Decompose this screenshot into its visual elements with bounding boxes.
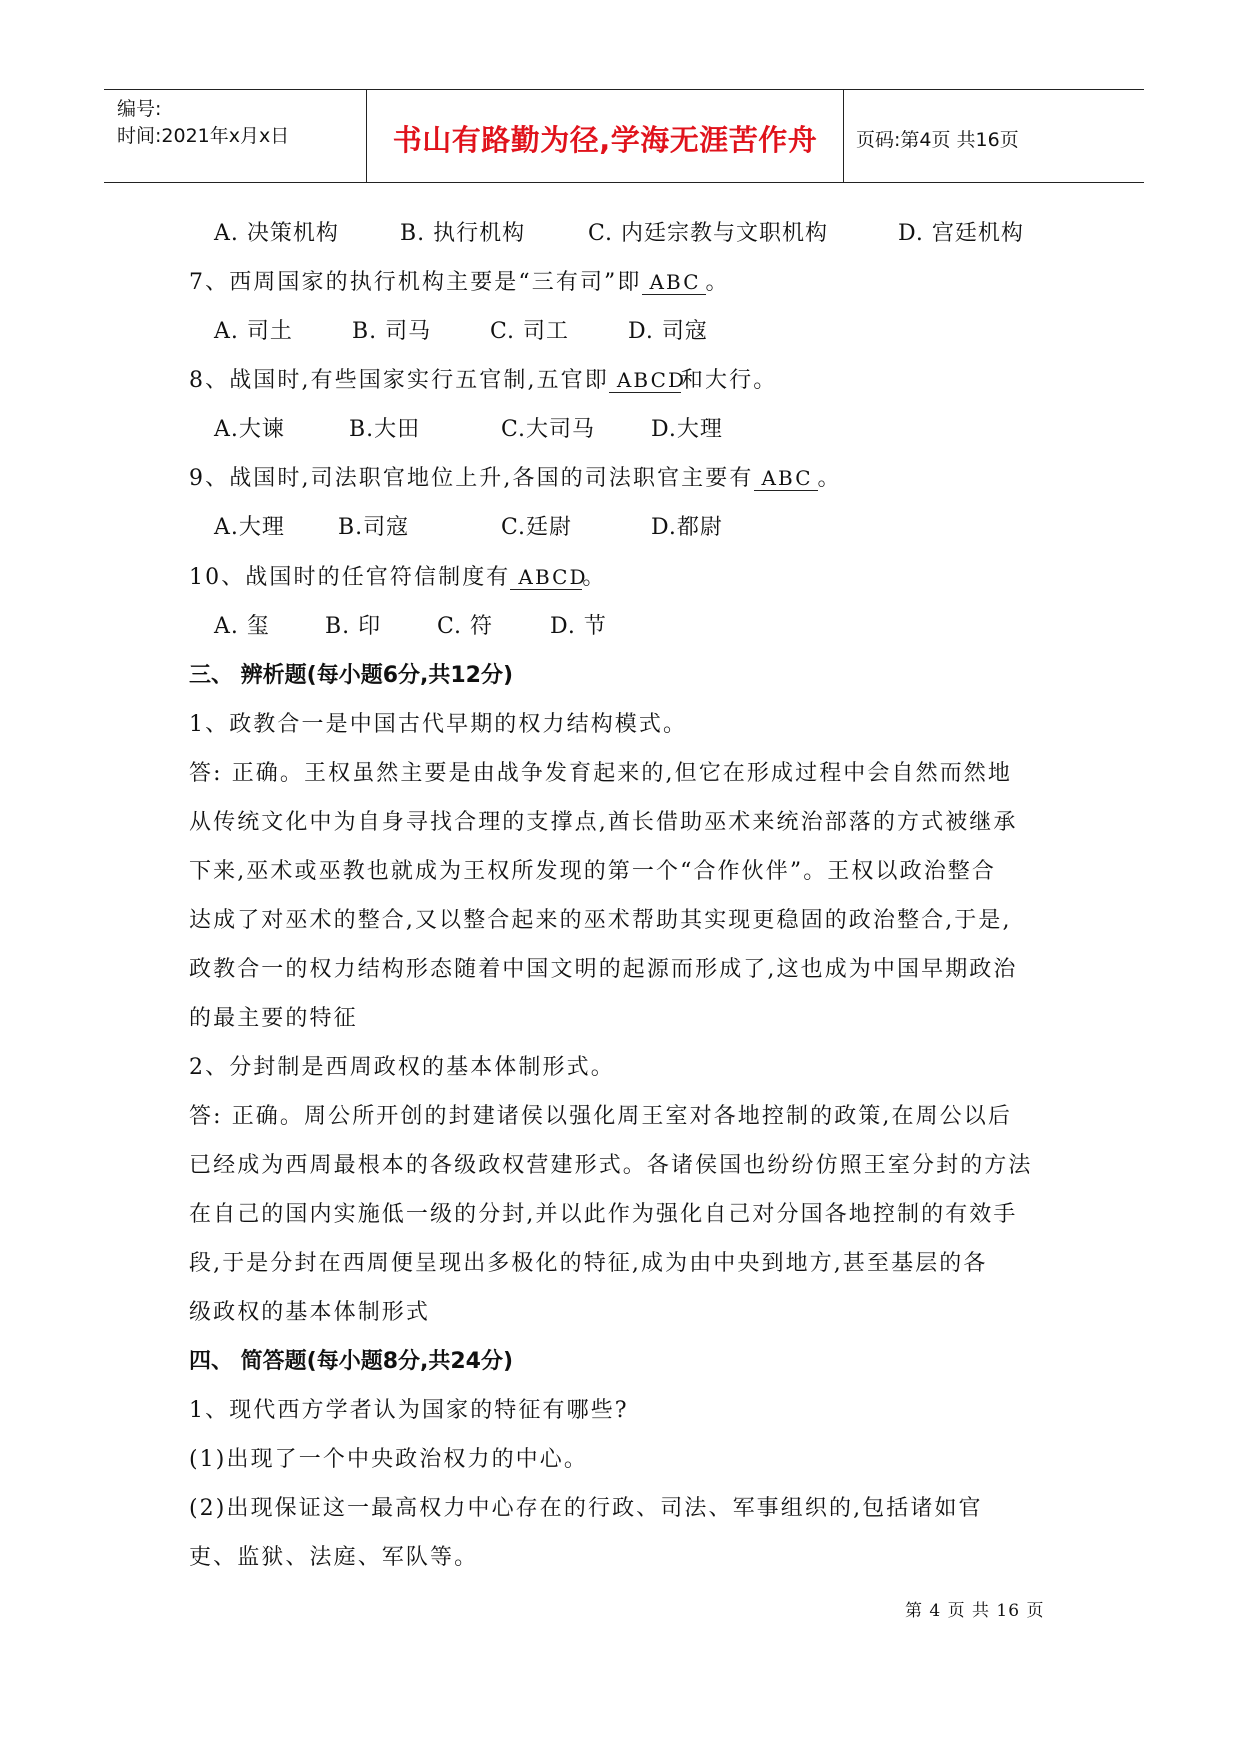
section3-a2-line3: 在自己的国内实施低一级的分封,并以此作为强化自己对分国各地控制的有效手 (189, 1202, 1018, 1227)
section3-a2-line1: 答: 正确。周公所开创的封建诸侯以强化周王室对各地控制的政策,在周公以后 (189, 1104, 1013, 1129)
page-footer: 第 4 页 共 16 页 (905, 1601, 1045, 1621)
serial-number-label: 编号: (117, 98, 162, 120)
section4-q1: 1、现代西方学者认为国家的特征有哪些? (189, 1398, 629, 1423)
page-header (104, 89, 1144, 183)
header-motto-cell (367, 90, 844, 182)
section3-a2-line5: 级政权的基本体制形式 (189, 1300, 431, 1325)
section3-a1-line2: 从传统文化中为自身寻找合理的支撑点,酋长借助巫术来统治部落的方式被继承 (189, 810, 1018, 835)
q8-option-d: D.大理 (651, 417, 723, 442)
section3-a1-line1: 答: 正确。王权虽然主要是由战争发育起来的,但它在形成过程中会自然而然地 (189, 761, 1013, 786)
q7-option-a: A. 司土 (214, 319, 293, 344)
q10-option-d: D. 节 (550, 614, 607, 639)
q8-option-c: C.大司马 (501, 417, 596, 442)
q8-stem (189, 366, 777, 396)
q7-option-d: D. 司寇 (628, 319, 708, 344)
q9-stem (189, 464, 842, 494)
header-info-cell (104, 90, 367, 182)
q8-text-end: 和大行。 (680, 368, 778, 393)
q7-stem (189, 268, 730, 298)
section4-point1: (1)出现了一个中央政治权力的中心。 (189, 1447, 588, 1472)
q9-option-d: D.都尉 (651, 515, 723, 540)
q6-option-d: D. 宫廷机构 (898, 221, 1024, 246)
section4-point2-line2: 吏、监狱、法庭、军队等。 (189, 1545, 479, 1570)
q7-answer: ABC (642, 270, 706, 295)
section3-a1-line4: 达成了对巫术的整合,又以整合起来的巫术帮助其实现更稳固的政治整合,于是, (189, 908, 1012, 933)
section3-a1-line5: 政教合一的权力结构形态随着中国文明的起源而形成了,这也成为中国早期政治 (189, 957, 1018, 982)
q8-answer: ABCD (609, 368, 681, 393)
q7-option-b: B. 司马 (352, 319, 432, 344)
q10-options (214, 612, 607, 642)
q7-option-c: C. 司工 (490, 319, 570, 344)
q8-option-a: A.大谏 (214, 417, 285, 442)
q10-option-b: B. 印 (325, 614, 382, 639)
q9-text: 9、战国时,司法职官地位上升,各国的司法职官主要有 (189, 466, 754, 491)
section3-a2-line2: 已经成为西周最根本的各级政权营建形式。各诸侯国也纷纷仿照王室分封的方法 (189, 1153, 1033, 1178)
q10-option-a: A. 玺 (214, 614, 270, 639)
section4-heading: 四、 简答题(每小题8分,共24分) (189, 1349, 514, 1374)
q6-option-a: A. 决策机构 (214, 221, 339, 246)
section3-q2: 2、分封制是西周政权的基本体制形式。 (189, 1055, 615, 1080)
q7-text: 7、西周国家的执行机构主要是“三有司”即 (189, 270, 642, 295)
time-label: 时间:2021年x月x日 (117, 125, 290, 147)
header-page-cell (844, 90, 1144, 182)
q9-answer: ABC (754, 466, 818, 491)
section3-heading: 三、 辨析题(每小题6分,共12分) (189, 663, 514, 688)
motto: 书山有路勤为径,学海无涯苦作舟 (392, 123, 818, 157)
q9-options (214, 513, 723, 543)
q6-option-c: C. 内廷宗教与文职机构 (588, 221, 829, 246)
section4-point2-line1: (2)出现保证这一最高权力中心存在的行政、司法、军事组织的,包括诸如官 (189, 1496, 983, 1521)
q9-text-end: 。 (817, 466, 842, 491)
section3-a2-line4: 段,于是分封在西周便呈现出多极化的特征,成为由中央到地方,甚至基层的各 (189, 1251, 988, 1276)
section3-q1: 1、政教合一是中国古代早期的权力结构模式。 (189, 712, 688, 737)
q7-text-end: 。 (705, 270, 730, 295)
q10-text-end: 。 (582, 565, 607, 590)
q6-options (214, 219, 1024, 249)
q10-text: 10、战国时的任官符信制度有 (189, 565, 511, 590)
q6-option-b: B. 执行机构 (400, 221, 526, 246)
section3-a1-line6: 的最主要的特征 (189, 1006, 358, 1031)
q7-options (214, 317, 708, 347)
q8-options (214, 415, 723, 445)
q8-option-b: B.大田 (349, 417, 421, 442)
q8-text: 8、战国时,有些国家实行五官制,五官即 (189, 368, 609, 393)
q9-option-c: C.廷尉 (501, 515, 573, 540)
page-number-label: 页码:第4页 共16页 (856, 129, 1019, 151)
q10-stem (189, 563, 607, 593)
q9-option-b: B.司寇 (338, 515, 410, 540)
q9-option-a: A.大理 (214, 515, 285, 540)
q10-option-c: C. 符 (437, 614, 494, 639)
q10-answer: ABCD (510, 565, 582, 590)
section3-a1-line3: 下来,巫术或巫教也就成为王权所发现的第一个“合作伙伴”。王权以政治整合 (189, 859, 996, 884)
